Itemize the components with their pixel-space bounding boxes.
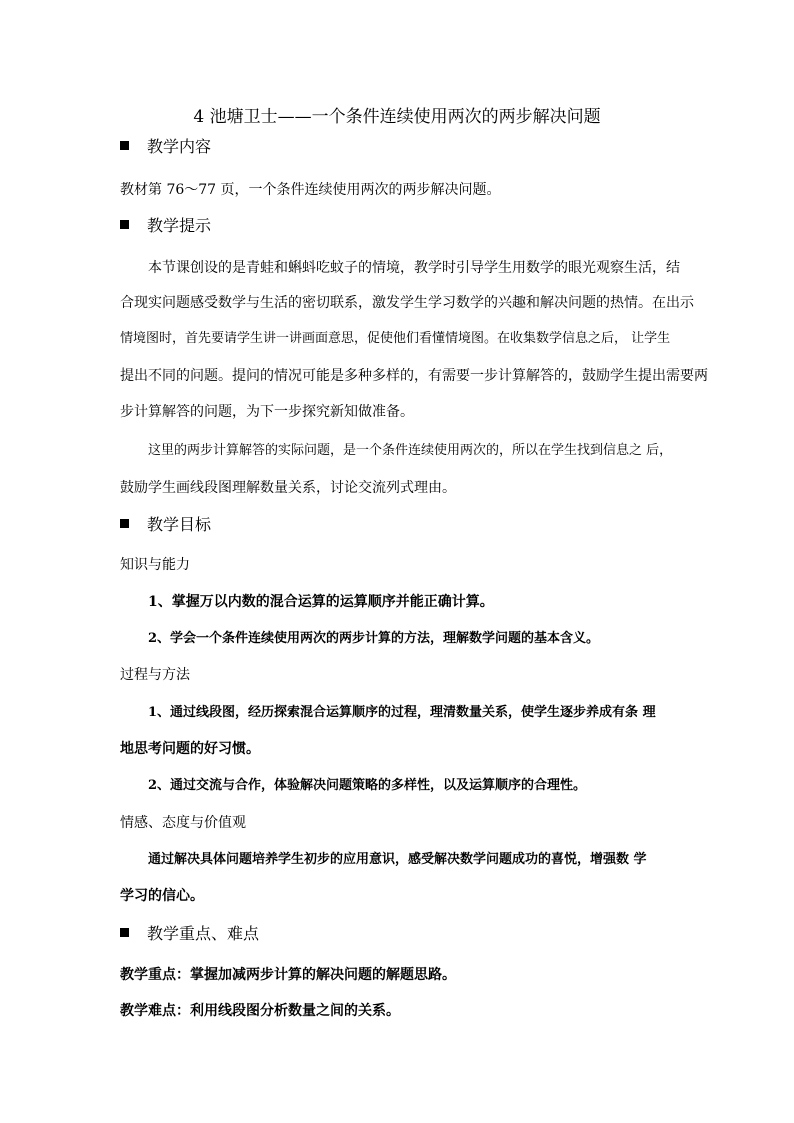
square-bullet-icon	[120, 220, 129, 229]
tips-line: 这里的两步计算解答的实际问题，是一个条件连续使用两次的，所以在学生找到信息之 后，	[148, 443, 673, 458]
section-heading-text: 教学提示	[147, 216, 212, 235]
tips-line: 提出不同的问题。提问的情况可能是多种多样的，有需要一步计算解答的，鼓励学生提出需要两	[120, 368, 708, 384]
key-point-focus: 教学重点：掌握加减两步计算的解决问题的解题思路。	[120, 967, 456, 983]
subsection-label-process: 过程与方法	[120, 667, 190, 683]
tips-line: 合现实问题感受数学与生活的密切联系，激发学生学习数学的兴趣和解决问题的热情。在出示	[120, 295, 694, 311]
content-paragraph: 教材第 76～77 页，一个条件连续使用两次的两步解决问题。	[120, 182, 501, 198]
section-heading-text: 教学重点、难点	[147, 924, 260, 943]
document-title: 4 池塘卫士——一个条件连续使用两次的两步解决问题	[193, 107, 601, 127]
section-heading-text: 教学目标	[147, 515, 212, 534]
goal-item: 通过解决具体问题培养学生初步的应用意识，感受解决数学问题成功的喜悦，增强数 学	[148, 852, 647, 867]
tips-line: 步计算解答的问题，为下一步探究新知做准备。	[120, 404, 414, 420]
goal-item: 1、通过线段图，经历探索混合运算顺序的过程，理清数量关系，使学生逐步养成有条 理	[148, 705, 656, 720]
goal-item: 地思考问题的好习惯。	[120, 741, 260, 757]
tips-line: 情境图时，首先要请学生讲一讲画面意思，促使他们看懂情境图。在收集数学信息之后， 让学生	[120, 331, 671, 346]
tips-line: 鼓励学生画线段图理解数量关系，讨论交流列式理由。	[120, 480, 456, 496]
section-heading-text: 教学内容	[147, 137, 212, 156]
tips-line: 本节课创设的是青蛙和蝌蚪吃蚊子的情境，教学时引导学生用数学的眼光观察生活，结	[148, 260, 680, 276]
key-point-difficulty: 教学难点：利用线段图分析数量之间的关系。	[120, 1003, 400, 1019]
square-bullet-icon	[120, 519, 129, 528]
goal-item: 2、学会一个条件连续使用两次的两步计算的方法，理解数学问题的基本含义。	[148, 631, 600, 646]
goal-item: 2、通过交流与合作，体验解决问题策略的多样性，以及运算顺序的合理性。	[148, 778, 587, 793]
section-heading-goals	[120, 515, 211, 535]
square-bullet-icon	[120, 141, 129, 150]
subsection-label-knowledge: 知识与能力	[120, 557, 190, 573]
goal-item: 学习的信心。	[120, 888, 204, 904]
section-heading-key-points	[120, 924, 259, 944]
section-heading-tips	[120, 216, 211, 236]
goal-item: 1、掌握万以内数的混合运算的运算顺序并能正确计算。	[148, 594, 494, 610]
square-bullet-icon	[120, 928, 129, 937]
subsection-label-emotion: 情感、态度与价值观	[120, 815, 246, 831]
section-heading-content	[120, 137, 211, 157]
